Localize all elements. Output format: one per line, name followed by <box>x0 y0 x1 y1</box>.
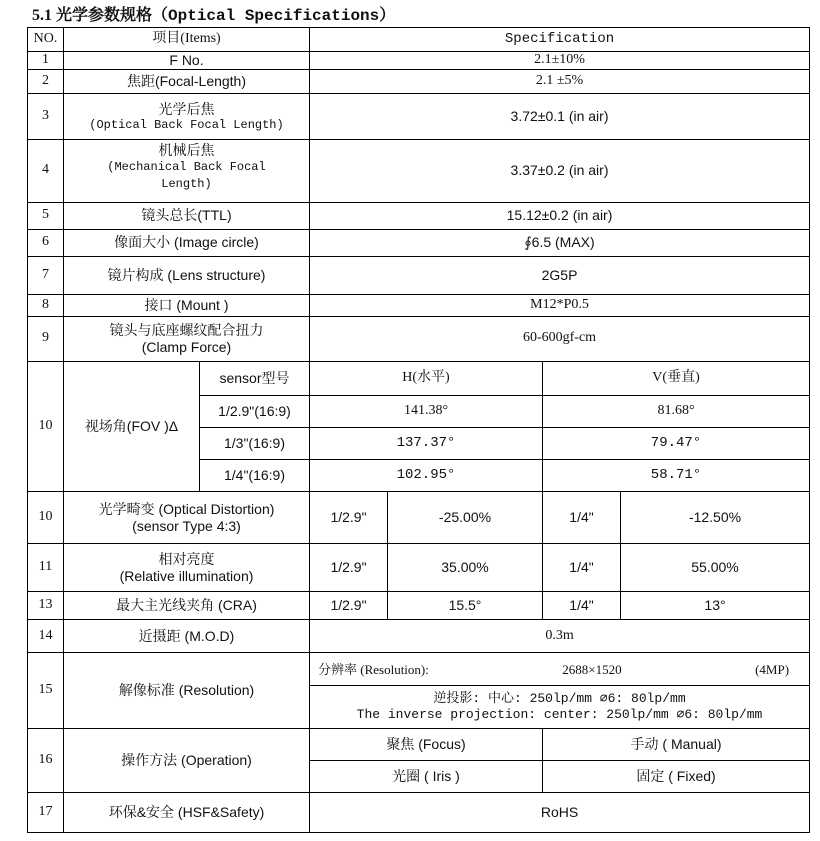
resolution-projection-cn: 逆投影: 中心: 250lp/mm ⌀6: 80lp/mm <box>433 690 686 706</box>
row-value: 15.12±0.2 (in air) <box>310 202 810 229</box>
row-item-en: (Mechanical Back Focal Length) <box>107 159 266 191</box>
illumination-sensor-2: 1/4" <box>543 544 621 592</box>
row-no: 1 <box>28 52 64 70</box>
operation-focus-value: 手动 ( Manual) <box>543 729 810 761</box>
mod-value: 0.3m <box>310 620 810 653</box>
illumination-item <box>64 544 310 592</box>
distortion-value-2: -12.50% <box>621 492 810 544</box>
hsf-value: RoHS <box>310 793 810 833</box>
fov-no: 10 <box>28 361 64 492</box>
table-row <box>28 229 810 256</box>
row-value: ∮6.5 (MAX) <box>310 229 810 256</box>
row-value: 60-600gf-cm <box>310 316 810 361</box>
header-spec: Specification <box>310 28 810 52</box>
row-item <box>64 316 310 361</box>
cra-sensor-2: 1/4" <box>543 592 621 620</box>
table-row <box>28 69 810 93</box>
distortion-row <box>28 492 810 544</box>
resolution-value: 2688×1520 <box>562 661 622 677</box>
row-no: 14 <box>28 620 64 653</box>
fov-h: 102.95° <box>310 460 543 492</box>
row-no: 7 <box>28 256 64 294</box>
distortion-value-1: -25.00% <box>388 492 543 544</box>
row-item <box>64 139 310 202</box>
row-item-clip <box>64 140 309 202</box>
table-row <box>28 294 810 316</box>
row-no: 5 <box>28 202 64 229</box>
resolution-main-line <box>312 662 807 678</box>
row-item: 接口 (Mount ) <box>64 294 310 316</box>
operation-iris-label: 光圈 ( Iris ) <box>310 761 543 793</box>
operation-row <box>28 729 810 761</box>
operation-iris-value: 固定 ( Fixed) <box>543 761 810 793</box>
distortion-sensor-1: 1/2.9" <box>310 492 388 544</box>
fov-header-v: V(垂直) <box>543 361 810 396</box>
resolution-projection <box>310 686 810 729</box>
header-item: 项目(Items) <box>64 28 310 52</box>
cra-value-1: 15.5° <box>388 592 543 620</box>
resolution-label: 分辨率 (Resolution): <box>318 661 429 677</box>
illumination-sensor-1: 1/2.9" <box>310 544 388 592</box>
row-item-en: (Optical Back Focal Length) <box>89 117 284 132</box>
row-value: 2.1 ±5% <box>310 69 810 93</box>
resolution-item: 解像标准 (Resolution) <box>64 653 310 729</box>
row-item-en: (Clamp Force) <box>141 338 232 355</box>
cra-item: 最大主光线夹角 (CRA) <box>64 592 310 620</box>
row-value: 3.72±0.1 (in air) <box>310 93 810 139</box>
row-item: 镜片构成 (Lens structure) <box>64 256 310 294</box>
fov-header-h: H(水平) <box>310 361 543 396</box>
row-no: 13 <box>28 592 64 620</box>
fov-sensor: 1/4"(16:9) <box>200 460 310 492</box>
table-row <box>28 93 810 139</box>
cra-sensor-1: 1/2.9" <box>310 592 388 620</box>
header-no: NO. <box>28 28 64 52</box>
row-value: 3.37±0.2 (in air) <box>310 139 810 202</box>
row-item: 镜头总长(TTL) <box>64 202 310 229</box>
row-item: 像面大小 (Image circle) <box>64 229 310 256</box>
fov-h: 137.37° <box>310 428 543 460</box>
resolution-mp: (4MP) <box>755 661 790 677</box>
row-no: 17 <box>28 793 64 833</box>
illumination-value-2: 55.00% <box>621 544 810 592</box>
fov-sensor: 1/3"(16:9) <box>200 428 310 460</box>
row-value: 2.1±10% <box>310 52 810 70</box>
table-row <box>28 256 810 294</box>
row-no: 9 <box>28 316 64 361</box>
row-no: 15 <box>28 653 64 729</box>
row-item: 焦距(Focal-Length) <box>64 69 310 93</box>
row-no: 6 <box>28 229 64 256</box>
row-no: 11 <box>28 544 64 592</box>
table-row <box>28 202 810 229</box>
illumination-row <box>28 544 810 592</box>
hsf-item: 环保&安全 (HSF&Safety) <box>64 793 310 833</box>
row-item <box>64 93 310 139</box>
mod-item: 近摄距 (M.O.D) <box>64 620 310 653</box>
row-item: F No. <box>64 52 310 70</box>
section-title <box>32 2 395 25</box>
table-row <box>28 139 810 202</box>
fov-header-sensor: sensor型号 <box>200 361 310 396</box>
table-header-row <box>28 28 810 52</box>
row-item-cn: 镜头与底座螺纹配合扭力 <box>109 322 264 338</box>
fov-sensor: 1/2.9"(16:9) <box>200 396 310 428</box>
section-title-en: （Optical Specifications） <box>152 7 396 25</box>
row-value: 2G5P <box>310 256 810 294</box>
section-title-cn: 5.1 光学参数规格 <box>32 7 153 24</box>
distortion-sensor-2: 1/4" <box>543 492 621 544</box>
resolution-main <box>310 653 810 686</box>
distortion-item-cn: 光学畸变 (Optical Distortion) <box>98 501 275 518</box>
fov-v: 79.47° <box>543 428 810 460</box>
row-no: 16 <box>28 729 64 793</box>
mod-row <box>28 620 810 653</box>
distortion-item <box>64 492 310 544</box>
row-no: 10 <box>28 492 64 544</box>
fov-v: 58.71° <box>543 460 810 492</box>
row-no: 4 <box>28 139 64 202</box>
fov-v: 81.68° <box>543 396 810 428</box>
row-no: 3 <box>28 93 64 139</box>
cra-value-2: 13° <box>621 592 810 620</box>
cra-row <box>28 592 810 620</box>
resolution-row <box>28 653 810 686</box>
row-no: 8 <box>28 294 64 316</box>
row-value: M12*P0.5 <box>310 294 810 316</box>
hsf-row <box>28 793 810 833</box>
row-item-cn: 机械后焦 <box>158 141 215 158</box>
spec-table <box>27 27 810 833</box>
row-item-cn: 光学后焦 <box>158 100 215 117</box>
resolution-projection-en: The inverse projection: center: 250lp/mm ⌀6: 80lp/mm <box>356 707 763 723</box>
row-no: 2 <box>28 69 64 93</box>
table-row <box>28 52 810 70</box>
operation-focus-label: 聚焦 (Focus) <box>310 729 543 761</box>
fov-h: 141.38° <box>310 396 543 428</box>
illumination-value-1: 35.00% <box>388 544 543 592</box>
fov-item: 视场角(FOV )Δ <box>64 361 200 492</box>
illumination-item-en: (Relative illumination) <box>119 567 254 584</box>
table-row <box>28 316 810 361</box>
operation-item: 操作方法 (Operation) <box>64 729 310 793</box>
fov-header-row <box>28 361 810 396</box>
illumination-item-cn: 相对亮度 <box>158 551 215 568</box>
distortion-item-en: (sensor Type 4:3) <box>132 517 241 534</box>
